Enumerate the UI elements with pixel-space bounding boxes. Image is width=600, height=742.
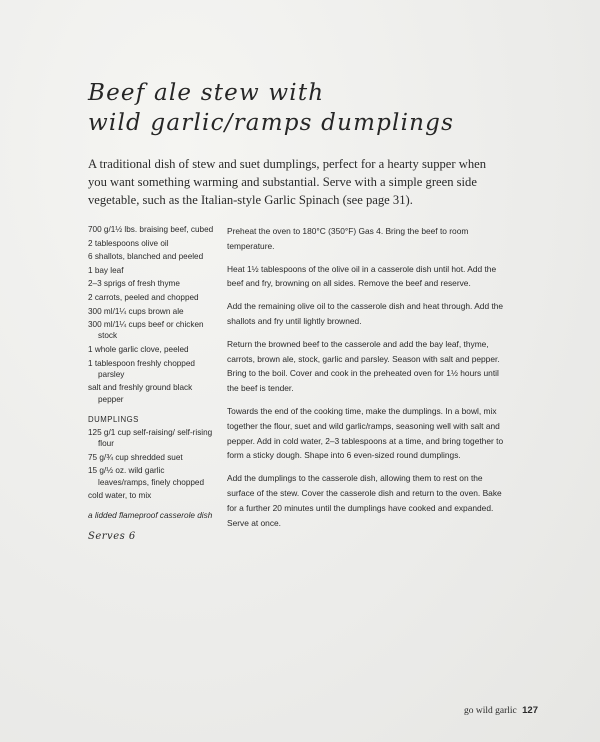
ingredient-item: 300 ml/1¼ cups beef or chicken stock <box>88 320 204 341</box>
ingredient-item: 2 carrots, peeled and chopped <box>88 292 199 302</box>
method-step: Add the remaining olive oil to the casserole dish and heat through. Add the shallots and fry until lightly browned. <box>227 301 504 326</box>
dumplings-heading: DUMPLINGS <box>88 414 139 424</box>
ingredients-column <box>88 224 216 542</box>
page-number: 127 <box>522 705 538 716</box>
method-step: Return the browned beef to the casserole and add the bay leaf, thyme, carrots, brown ale, stock, garlic and parsley. Season with salt and pepper. Bring to the boil. Cover and cook in the preheated oven for 1½ hours until the beef is tender. <box>227 338 500 394</box>
page-footer <box>464 705 538 716</box>
ingredient-item: 300 ml/1¼ cups brown ale <box>88 306 184 316</box>
dumpling-ingredient-item: cold water, to mix <box>88 491 152 501</box>
ingredient-item: 2–3 sprigs of fresh thyme <box>88 279 180 289</box>
recipe-intro: A traditional dish of stew and suet dumplings, perfect for a hearty supper when you want something warming and substantial. Serve with a simple green side vegetable, such as the Italian-style Garlic Spinach (see page 31). <box>88 157 487 207</box>
method-step: Add the dumplings to the casserole dish, allowing them to rest on the surface of the stew. Cover the casserole dish and return to the oven. Bake for a further 20 minutes until the dumplings have cooked and expanded. Serve at once. <box>227 473 502 528</box>
ingredient-item: 2 tablespoons olive oil <box>88 238 169 248</box>
ingredient-item: 700 g/1½ lbs. braising beef, cubed <box>88 225 214 234</box>
method-step: Towards the end of the cooking time, make the dumplings. In a bowl, mix together the flour, suet and wild garlic/ramps, seasoning well with salt and pepper. Add in cold water, 2–3 tablespoons at a time, and bring together to form a sticky dough. Shape into 6 even-sized round dumplings. <box>227 405 504 461</box>
ingredient-item: 6 shallots, blanched and peeled <box>88 252 204 262</box>
title-line-1: Beef ale stew with <box>88 80 325 106</box>
method-column <box>227 224 509 538</box>
dumpling-ingredient-item: 75 g/¾ cup shredded suet <box>88 452 183 462</box>
dumpling-ingredient-item: 15 g/½ oz. wild garlic leaves/ramps, finely chopped <box>88 466 205 487</box>
title-line-2: wild garlic/ramps dumplings <box>88 110 455 136</box>
ingredient-item: 1 bay leaf <box>88 265 124 275</box>
method-step: Preheat the oven to 180°C (350°F) Gas 4. Bring the beef to room temperature. <box>227 226 469 251</box>
ingredient-item: 1 tablespoon freshly chopped parsley <box>88 358 195 379</box>
recipe-title <box>88 78 528 138</box>
serves-label: Serves 6 <box>88 530 136 542</box>
method-step: Heat 1½ tablespoons of the olive oil in a casserole dish until hot. Add the beef and fry, browning on all sides. Remove the beef and reserve. <box>227 263 497 289</box>
footer-section-title: go wild garlic <box>464 706 517 716</box>
ingredient-item: salt and freshly ground black pepper <box>88 383 193 404</box>
ingredient-item: 1 whole garlic clove, peeled <box>88 344 189 354</box>
dumpling-ingredient-item: 125 g/1 cup self-raising/ self-rising flour <box>88 427 213 449</box>
equipment-note: a lidded flameproof casserole dish <box>88 511 213 521</box>
